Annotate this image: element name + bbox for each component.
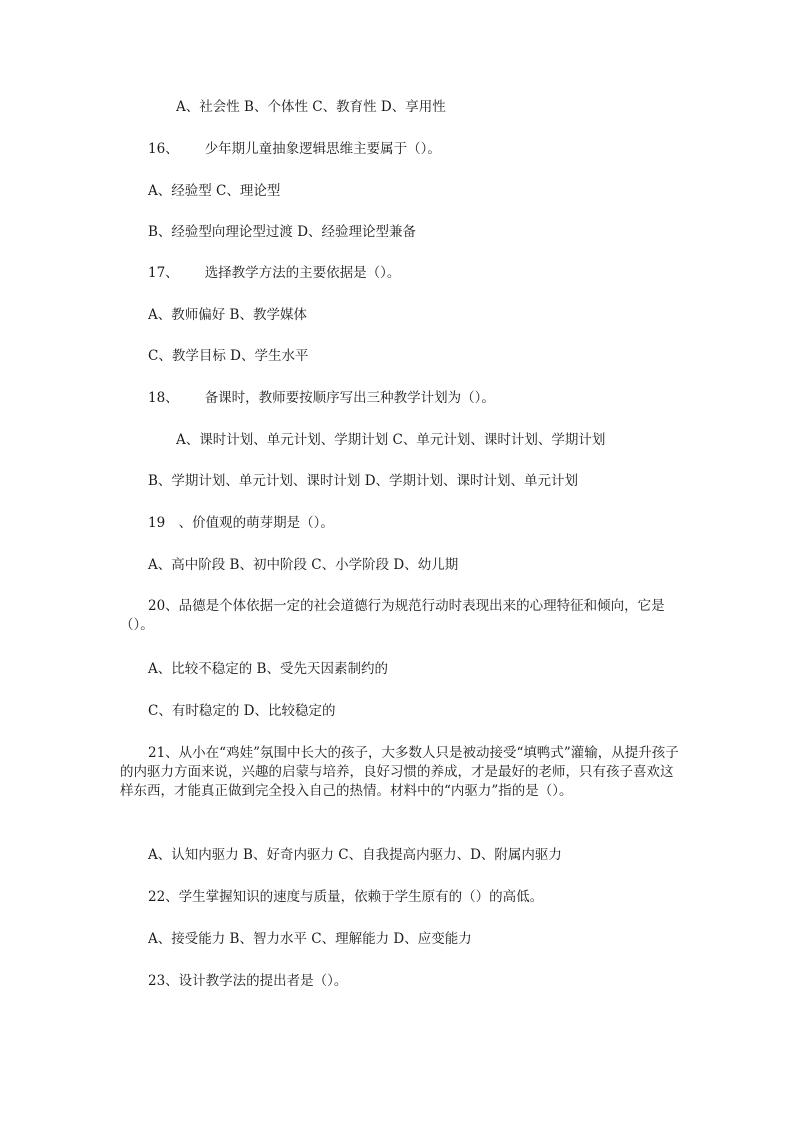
q21-options: A、认知内驱力 B、好奇内驱力 C、自我提高内驱力、D、附属内驱力: [148, 847, 562, 863]
q23-question: 23、设计教学法的提出者是（）。: [148, 973, 348, 989]
q21-question: 21、从小在“鸡娃”氛围中长大的孩子，大多数人只是被动接受“填鸭式”灌输，从提升孩子的内驱力方面来说，兴趣的启蒙与培养，良好习惯的养成，才是最好的老师，只有孩子喜欢这样东西，才能真正做到完全投入自己的热情。材料中的“内驱力”指的是（）。: [120, 745, 679, 799]
q18-option-line-2: B、学期计划、单元计划、课时计划 D、学期计划、课时计划、单元计划: [148, 473, 579, 489]
q16-option-line-2: B、经验型向理论型过渡 D、经验理论型兼备: [148, 224, 417, 240]
q20-question: 20、品德是个体依据一定的社会道德行为规范行动时表现出来的心理特征和倾向，它是（）。: [120, 598, 665, 633]
q17-option-line-1: A、教师偏好 B、教学媒体: [148, 307, 307, 323]
q17-question: [148, 264, 400, 282]
q16-option-line-1: A、经验型 C、理论型: [148, 183, 281, 199]
q19-options: A、高中阶段 B、初中阶段 C、小学阶段 D、幼儿期: [148, 557, 459, 573]
question-number: 17、: [148, 265, 179, 281]
q15-options: A、社会性 B、个体性 C、教育性 D、享用性: [176, 99, 446, 115]
q19-question: 19 、价值观的萌芽期是（）。: [148, 515, 334, 531]
question-text: 选择教学方法的主要依据是（）。: [204, 265, 401, 281]
question-text: 少年期儿童抽象逻辑思维主要属于（）。: [204, 141, 441, 157]
q22-question: 22、学生掌握知识的速度与质量，依赖于学生原有的（）的高低。: [148, 889, 544, 905]
question-text: 备课时，教师要按顺序写出三种教学计划为（）。: [204, 390, 495, 406]
question-number: 18、: [148, 390, 179, 406]
q16-question: [148, 140, 441, 158]
q17-option-line-2: C、教学目标 D、学生水平: [148, 348, 309, 364]
question-number: 16、: [148, 141, 179, 157]
q22-options: A、接受能力 B、智力水平 C、理解能力 D、应变能力: [148, 931, 472, 947]
q18-option-line-1: A、课时计划、单元计划、学期计划 C、单元计划、课时计划、学期计划: [176, 432, 606, 448]
q20-option-line-1: A、比较不稳定的 B、受先天因素制约的: [148, 661, 388, 677]
q18-question: [148, 389, 495, 407]
q20-option-line-2: C、有时稳定的 D、比较稳定的: [148, 703, 336, 719]
